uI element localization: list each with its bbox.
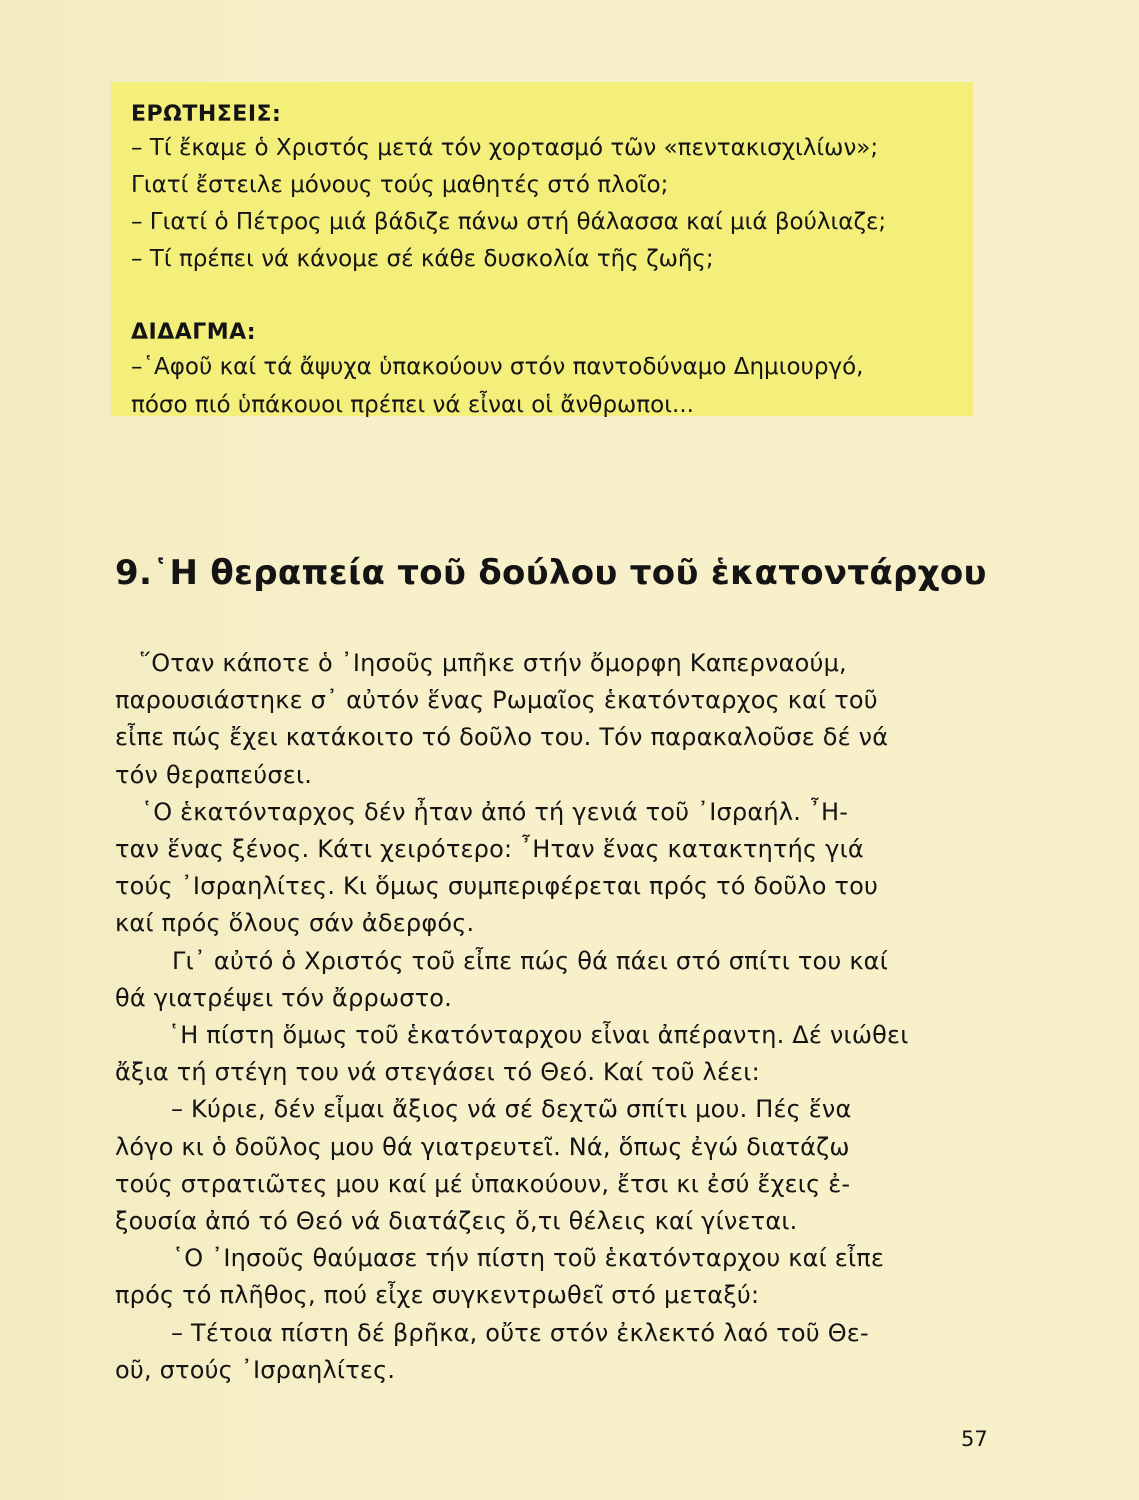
- body-line: ταν ἕνας ξένος. Κάτι χειρότερο: ῏Ηταν ἕνας κατακτητής γιά: [115, 835, 864, 864]
- question-line: – Τί ἔκαμε ὁ Χριστός μετά τόν χορτασμό τῶν «πεντακισχιλίων»;: [131, 135, 879, 161]
- chapter-title: 9.῾Η θεραπεία τοῦ δούλου τοῦ ἑκατοντάρχου: [115, 553, 987, 593]
- body-line: οῦ, στούς ᾿Ισραηλίτες.: [115, 1355, 396, 1384]
- body-line: ῞Οταν κάποτε ὁ ᾿Ιησοῦς μπῆκε στήν ὄμορφη Καπερναούμ,: [139, 649, 847, 677]
- body-line: τούς ᾿Ισραηλίτες. Κι ὅμως συμπεριφέρεται πρός τό δοῦλο του: [115, 872, 879, 901]
- body-line: εἶπε πώς ἔχει κατάκοιτο τό δοῦλο του. Τόν παρακαλοῦσε δέ νά: [115, 723, 889, 752]
- body-line: λόγο κι ὁ δοῦλος μου θά γιατρευτεῖ. Νά, ὅπως ἐγώ διατάζω: [115, 1132, 850, 1161]
- question-line: – Τί πρέπει νά κάνομε σέ κάθε δυσκολία τῆς ζωῆς;: [131, 246, 714, 272]
- body-line: καί πρός ὅλους σάν ἀδερφός.: [115, 909, 475, 938]
- body-line: ἄξια τή στέγη του νά στεγάσει τό Θεό. Καί τοῦ λέει:: [115, 1058, 760, 1087]
- body-line: ξουσία ἀπό τό Θεό νά διατάζεις ὅ,τι θέλεις καί γίνεται.: [115, 1207, 798, 1236]
- lesson-line: –῾Αφοῦ καί τά ἄψυχα ὑπακούουν στόν παντοδύναμο Δημιουργό,: [131, 354, 864, 380]
- question-line: Γιατί ἔστειλε μόνους τούς μαθητές στό πλοῖο;: [131, 172, 669, 198]
- body-line: Γι᾿ αὐτό ὁ Χριστός τοῦ εἶπε πώς θά πάει στό σπίτι του καί: [172, 946, 889, 975]
- body-line: παρουσιάστηκε σ᾿ αὐτόν ἕνας Ρωμαῖος ἑκατόνταρχος καί τοῦ: [115, 686, 878, 715]
- body-line: ῾Η πίστη ὅμως τοῦ ἑκατόνταρχου εἶναι ἀπέραντη. Δέ νιώθει: [168, 1021, 909, 1050]
- questions-highlight-box: [111, 82, 973, 416]
- body-line: θά γιατρέψει τόν ἄρρωστο.: [115, 983, 453, 1012]
- question-line: – Γιατί ὁ Πέτρος μιά βάδιζε πάνω στή θάλασσα καί μιά βούλιαζε;: [131, 209, 887, 235]
- body-line: πρός τό πλῆθος, πού εἶχε συγκεντρωθεῖ στό μεταξύ:: [115, 1281, 760, 1310]
- chapter-body: [115, 645, 995, 1389]
- body-line: ῾Ο ἑκατόνταρχος δέν ἦταν ἀπό τή γενιά τοῦ ᾿Ισραήλ. ῏Η-: [141, 797, 849, 826]
- lesson-line: πόσο πιό ὑπάκουοι πρέπει νά εἶναι οἱ ἄνθρωποι...: [131, 392, 694, 418]
- questions-heading: ΕΡΩΤΗΣΕΙΣ:: [131, 102, 282, 127]
- body-line: τόν θεραπεύσει.: [115, 760, 313, 789]
- body-line: τούς στρατιῶτες μου καί μέ ὑπακούουν, ἔτσι κι ἐσύ ἔχεις ἐ-: [115, 1169, 851, 1198]
- body-line: – Κύριε, δέν εἶμαι ἄξιος νά σέ δεχτῶ σπίτι μου. Πές ἕνα: [171, 1095, 852, 1124]
- body-line: ῾Ο ᾿Ιησοῦς θαύμασε τήν πίστη τοῦ ἑκατόνταρχου καί εἶπε: [172, 1244, 885, 1273]
- body-line: – Τέτοια πίστη δέ βρῆκα, οὔτε στόν ἐκλεκτό λαό τοῦ Θε-: [171, 1318, 869, 1347]
- lesson-heading: ΔΙΔΑΓΜΑ:: [131, 320, 256, 345]
- page-number: 57: [961, 1427, 988, 1451]
